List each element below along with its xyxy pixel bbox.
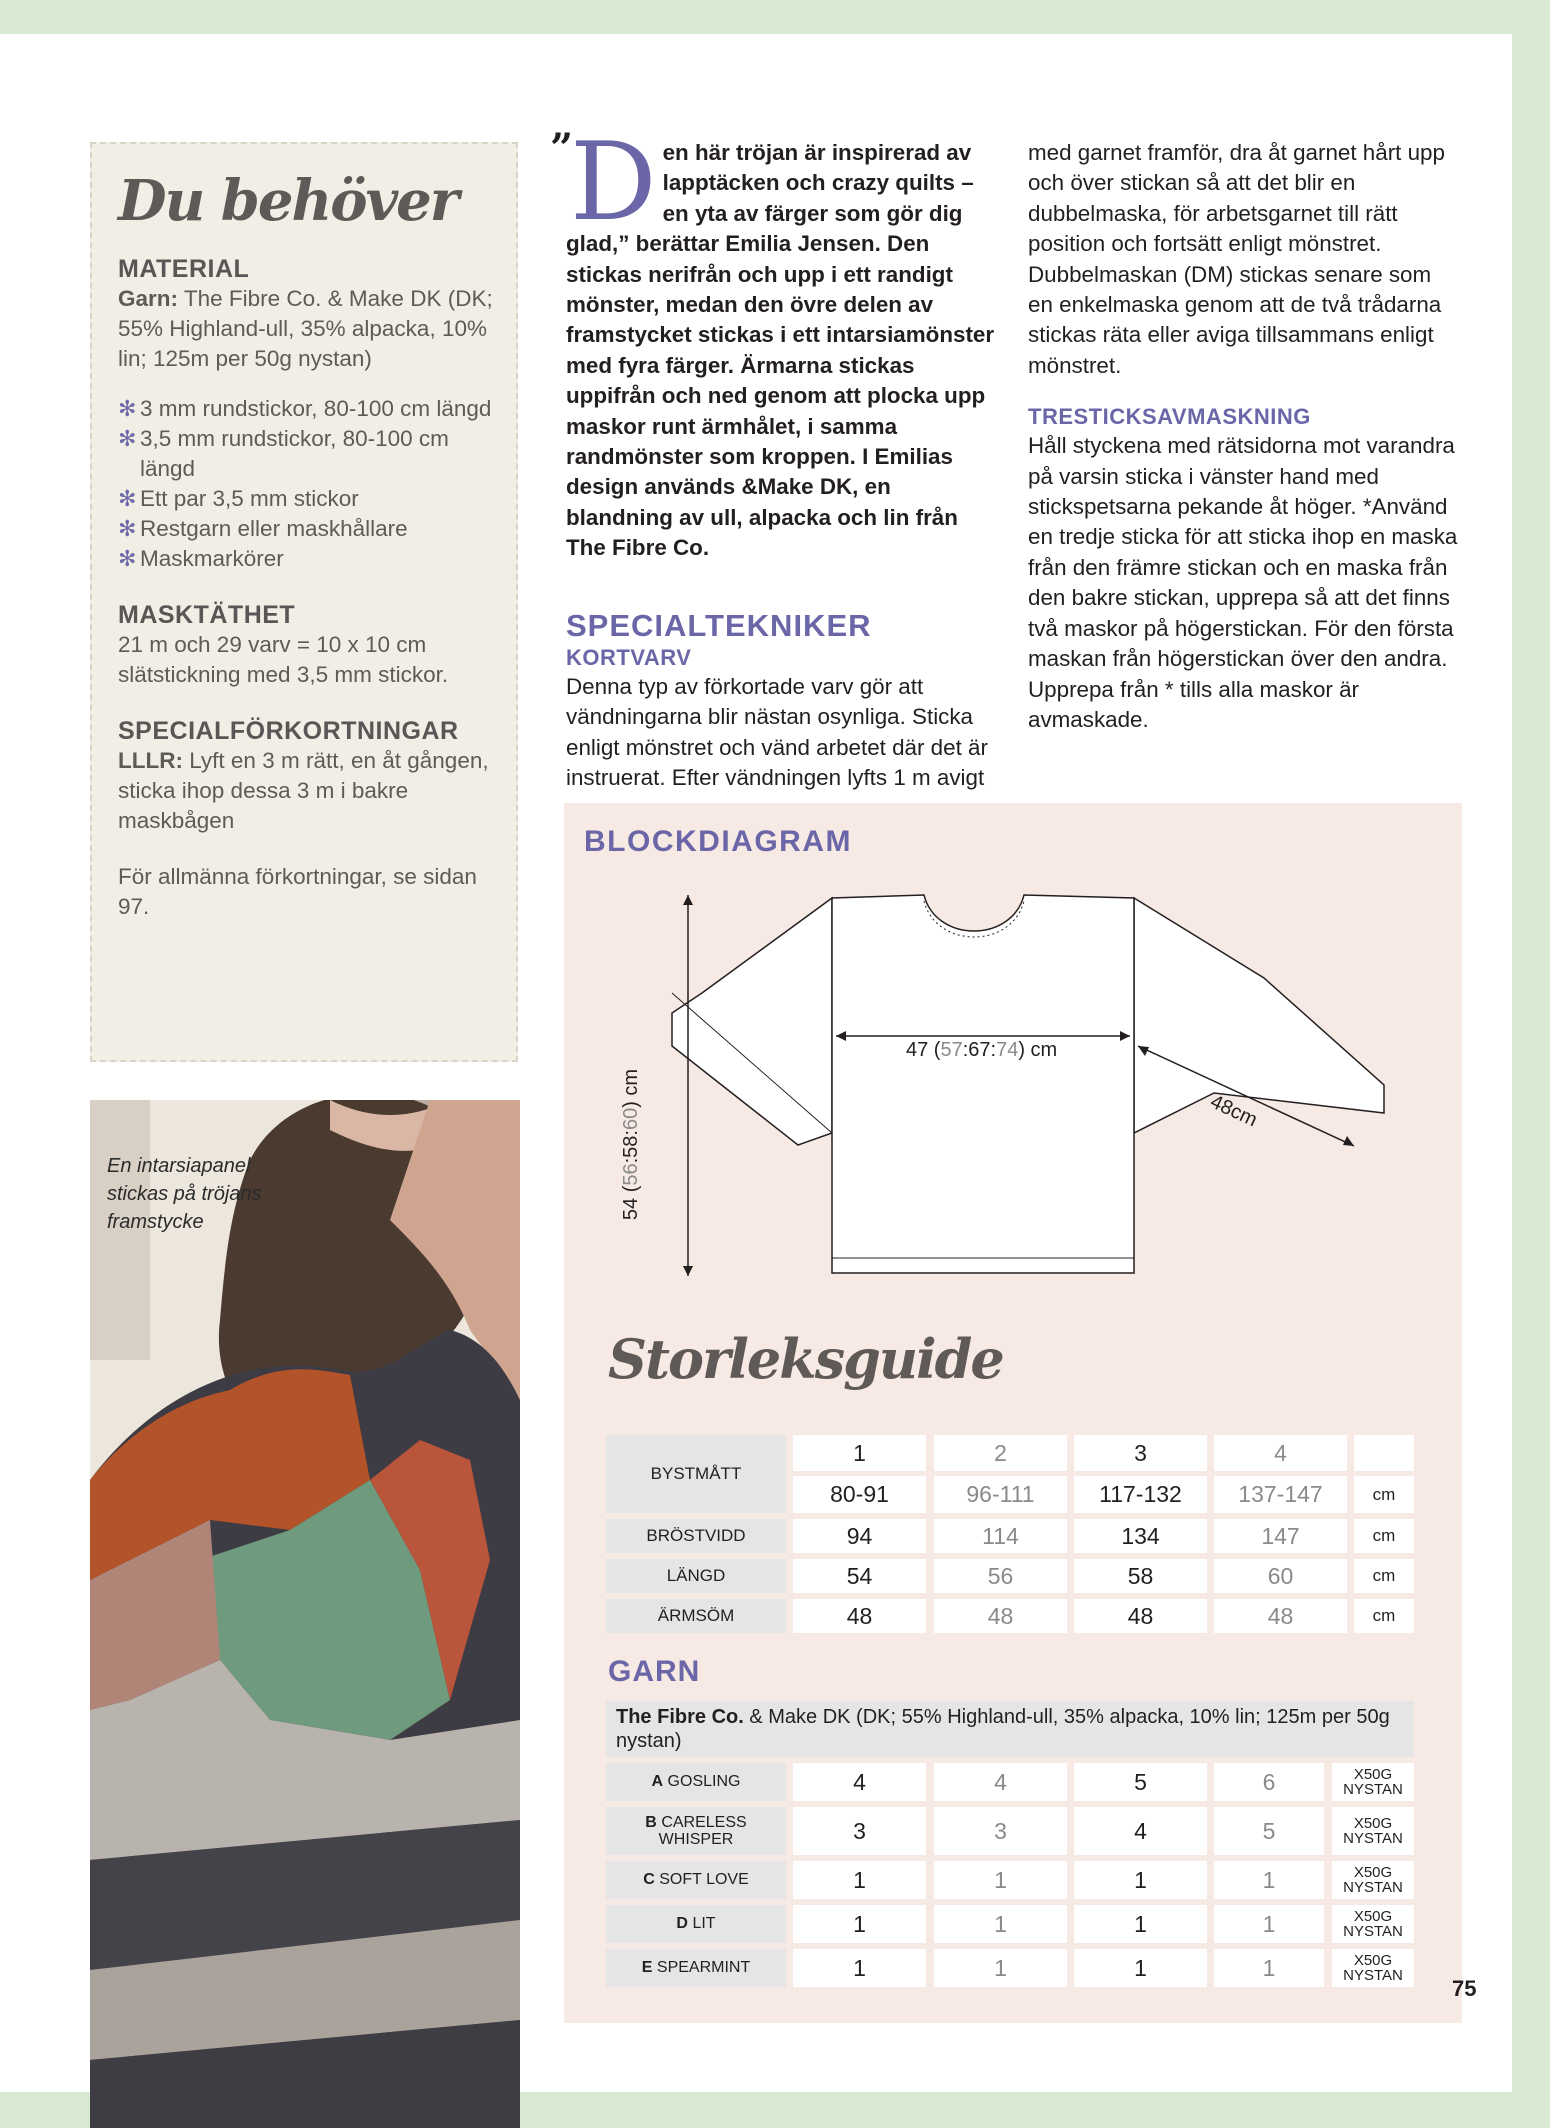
size-label-bust: BYSTMÅTT [606,1435,786,1513]
unit-cell: X50G NYSTAN [1332,1807,1414,1855]
yarn-color-label: C SOFT LOVE [606,1861,786,1899]
right-sleeve [1134,898,1384,1133]
table-cell: 1 [1074,1905,1207,1943]
table-cell: 1 [934,1949,1067,1987]
table-cell: 4 [793,1763,926,1801]
table-cell: 80-91 [793,1476,926,1513]
table-cell: 94 [793,1519,926,1553]
size-label-chest: BRÖSTVIDD [606,1519,786,1553]
list-item: ✻ Ett par 3,5 mm stickor [118,484,508,514]
table-cell: 1 [1214,1905,1324,1943]
blockdiagram-title: BLOCKDIAGRAM [584,825,852,858]
yarn-text: The Fibre Co. & Make DK (DK; 55% Highland-ull, 35% alpacka, 10% lin; 125m per 50g nystan) [118,286,493,371]
table-cell: 137-147 [1214,1476,1347,1513]
table-cell: 1 [793,1949,926,1987]
sweater-body [832,895,1134,1273]
schematic-panel [564,803,1462,2023]
table-cell: 56 [934,1559,1067,1593]
general-abbreviations-text: För allmänna förkortningar, se sidan 97. [118,864,477,919]
table-cell: 6 [1214,1763,1324,1801]
techniques-column [1028,138,1458,735]
asterisk-icon: ✻ [118,546,137,571]
material-heading: MATERIAL [118,255,250,283]
table-cell: 60 [1214,1559,1347,1593]
unit-cell: X50G NYSTAN [1332,1949,1414,1987]
lllr-label: LLLR: [118,748,183,773]
unit-cell: cm [1354,1476,1414,1513]
yarn-description: & Make DK (DK; 55% Highland-ull, 35% alpacka, 10% lin; 125m per 50g nystan) [616,1706,1390,1752]
asterisk-icon: ✻ [118,486,137,511]
sweater-photo-illustration [90,1100,520,2128]
yarn-color-label: E SPEARMINT [606,1949,786,1987]
table-cell: 3 [793,1807,926,1855]
unit-cell: X50G NYSTAN [1332,1861,1414,1899]
size-header: 4 [1214,1435,1347,1471]
table-cell: 1 [793,1861,926,1899]
width-measurement: 47 (57:67:74) cm [906,1039,1058,1061]
asterisk-icon: ✻ [118,516,137,541]
abbreviations-heading: SPECIALFÖRKORTNINGAR [118,717,459,745]
yarn-color-label: A GOSLING [606,1763,786,1801]
sweater-photo [90,1100,520,2128]
short-rows-heading: KORTVARV [566,644,692,670]
requirements-title: Du behöver [118,168,458,234]
yarn-color-label: D LIT [606,1905,786,1943]
requirements-content [118,254,508,922]
materials-list [118,394,508,574]
table-cell: 48 [1074,1599,1207,1633]
special-techniques-heading: SPECIALTEKNIKER [566,607,872,643]
asterisk-icon: ✻ [118,426,137,451]
unit-cell: cm [1354,1559,1414,1593]
table-cell: 1 [934,1905,1067,1943]
gauge-text: 21 m och 29 varv = 10 x 10 cm slätstickning med 3,5 mm stickor. [118,632,449,687]
table-cell: 1 [793,1905,926,1943]
page-number: 75 [1452,1976,1477,2001]
intro-text: en här tröjan är inspirerad av lapptäcken och crazy quilts – en yta av färger som gör dig glad,” berättar Emilia Jensen. Den stickas nerifrån och upp i ett randigt mönster, medan den övre delen av framstycket stickas i ett intarsiamönster med fyra färger. Ärmarna stickas uppifrån och ned genom att plocka upp maskor runt ärmhålet, i samma randmönster som kroppen. I Emilias design används &Make DK, en blandning av ull, alpacka och lin från The Fibre Co. [566,140,995,561]
size-header: 2 [934,1435,1067,1471]
yarn-header [606,1701,1414,1757]
table-cell: 48 [793,1599,926,1633]
gauge-heading: MASKTÄTHET [118,601,296,629]
size-header: 1 [793,1435,926,1471]
table-cell: 1 [1074,1861,1207,1899]
left-sleeve [672,898,832,1145]
short-rows-continued: med garnet framför, dra åt garnet hårt upp och över stickan så att det blir en dubbelmaska, för arbetsgarnet till rätt position och fortsätt enligt mönstret. Dubbelmaskan (DM) stickas senare som en enkelmaska genom att de två trådarna stickas räta eller aviga tillsammans enligt mönstret. [1028,140,1445,378]
lllr-paragraph: LLLR: Lyft en 3 m rätt, en åt gången, sticka ihop dessa 3 m i bakre maskbågen [118,748,489,833]
table-cell: 5 [1214,1807,1324,1855]
unit-cell: X50G NYSTAN [1332,1763,1414,1801]
table-cell: 1 [1074,1949,1207,1987]
unit-cell: X50G NYSTAN [1332,1905,1414,1943]
table-cell: 147 [1214,1519,1347,1553]
drop-cap: D [570,120,657,245]
unit-cell: cm [1354,1519,1414,1553]
yarn-color-label: B CARELESS WHISPER [606,1807,786,1855]
yarn-label: Garn: [118,286,179,311]
size-guide-title: Storleksguide [608,1327,1003,1391]
table-cell: 58 [1074,1559,1207,1593]
list-item: ✻ 3,5 mm rundstickor, 80-100 cm längd [118,426,449,481]
quote-mark: ” [550,125,574,172]
list-item: ✻ 3 mm rundstickor, 80-100 cm längd [118,394,508,424]
table-cell: 4 [1074,1807,1207,1855]
asterisk-icon: ✻ [118,396,137,421]
yarn-title: GARN [608,1655,701,1688]
yarn-paragraph [118,284,508,374]
size-label-length: LÄNGD [606,1559,786,1593]
table-cell: 117-132 [1074,1476,1207,1513]
short-rows-text: Denna typ av förkortade varv gör att vändningarna blir nästan osynliga. Sticka enligt mönstret och vänd arbetet där det är instruerat. Efter vändningen lyfts 1 m avigt [566,673,988,790]
three-needle-bindoff-text: Håll styckena med rätsidorna mot varandra på varsin sticka i vänster hand med stickspetsarna pekande åt höger. *Använd en tredje sticka för att sticka ihop en maska från den främre stickan och en maska från den bakre stickan, upprepa så att det finns två maskor på högerstickan. För den första maskan från högerstickan över den andra. Upprepa från * tills alla maskor är avmaskade. [1028,433,1458,732]
sleeve-measurement: 48cm [1206,1090,1261,1132]
photo-caption: En intarsiapanel stickas på tröjans framstycke [107,1155,262,1233]
unit-cell: cm [1354,1599,1414,1633]
size-header: 3 [1074,1435,1207,1471]
three-needle-bindoff-heading: TRESTICKSAVMASKNING [1028,404,1311,430]
height-measurement: 54 (56:58:60) cm [620,1068,643,1221]
requirements-box [90,142,518,1062]
list-item: ✻ Maskmarkörer [118,544,508,574]
table-cell: 96-111 [934,1476,1067,1513]
table-cell: 1 [1214,1949,1324,1987]
table-cell: 1 [1214,1861,1324,1899]
table-cell: 5 [1074,1763,1207,1801]
table-cell: 48 [1214,1599,1347,1633]
yarn-brand: The Fibre Co. [616,1706,744,1728]
table-cell: 1 [934,1861,1067,1899]
sweater-schematic [564,803,1462,1363]
list-item: ✻ Restgarn eller maskhållare [118,514,508,544]
intro-column [550,120,996,793]
table-cell: 3 [934,1807,1067,1855]
table-cell: 114 [934,1519,1067,1553]
table-cell: 54 [793,1559,926,1593]
size-header-empty [1354,1435,1414,1471]
size-label-sleeve-seam: ÄRMSÖM [606,1599,786,1633]
table-cell: 134 [1074,1519,1207,1553]
table-cell: 4 [934,1763,1067,1801]
table-cell: 48 [934,1599,1067,1633]
